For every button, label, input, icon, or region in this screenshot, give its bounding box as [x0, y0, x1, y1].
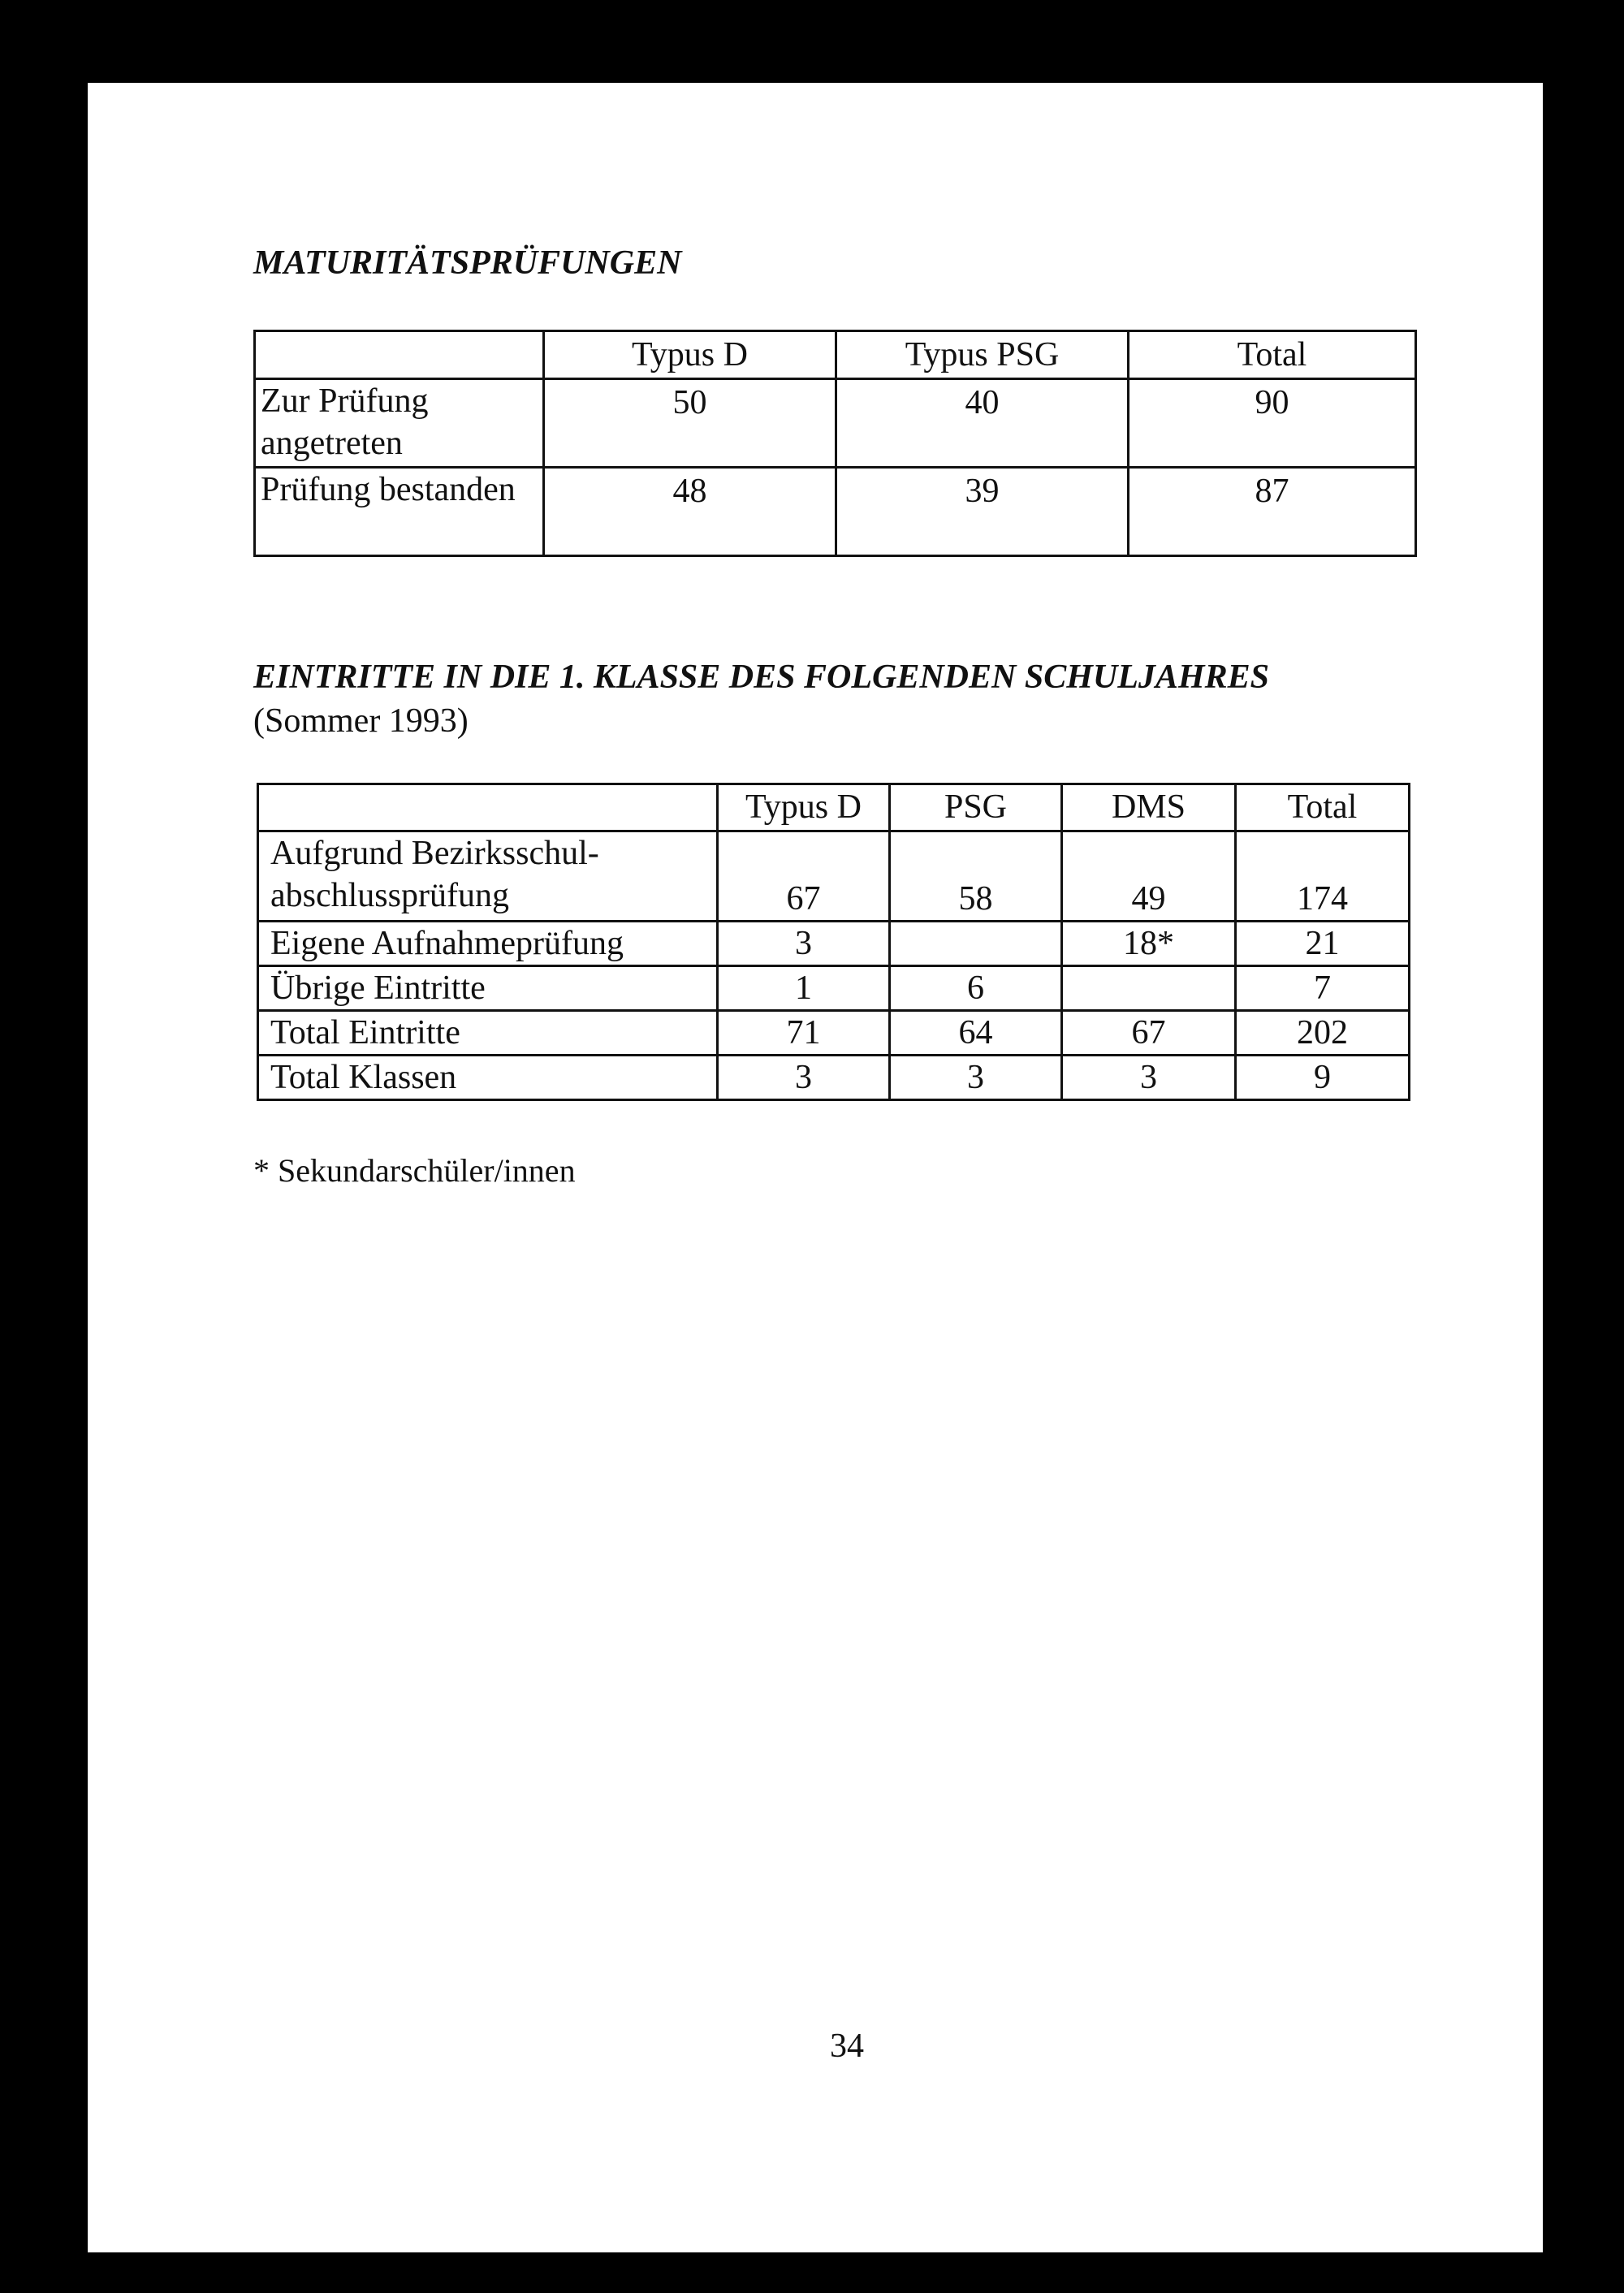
section2-title: EINTRITTE IN DIE 1. KLASSE DES FOLGENDEN SCHULJAHRES — [253, 659, 1269, 696]
maturity-exam-table — [253, 330, 1417, 557]
table-cell: 49 — [1062, 831, 1236, 922]
table-cell: 67 — [1062, 1011, 1236, 1056]
table-cell: 90 — [1129, 379, 1416, 468]
table-cell: 58 — [890, 831, 1062, 922]
table-cell: 9 — [1236, 1056, 1410, 1100]
table-cell: 64 — [890, 1011, 1062, 1056]
table-cell: 50 — [544, 379, 836, 468]
table-row — [255, 468, 1416, 556]
header-cell: Typus D — [718, 784, 890, 831]
footnote: * Sekundarschüler/innen — [253, 1152, 576, 1189]
table-cell: 48 — [544, 468, 836, 556]
header-cell-empty — [258, 784, 718, 831]
section1-title: MATURITÄTSPRÜFUNGEN — [253, 244, 682, 282]
table-row — [258, 1011, 1410, 1056]
table-cell: 202 — [1236, 1011, 1410, 1056]
header-cell-empty — [255, 331, 544, 379]
row-label: Prüfung bestanden — [255, 468, 544, 556]
table-cell — [890, 922, 1062, 966]
header-cell: PSG — [890, 784, 1062, 831]
row-label: Zur Prüfung angetreten — [255, 379, 544, 468]
table-row — [258, 966, 1410, 1011]
row-label: Total Eintritte — [258, 1011, 718, 1056]
table-cell: 18* — [1062, 922, 1236, 966]
table-cell: 3 — [890, 1056, 1062, 1100]
header-cell: Typus D — [544, 331, 836, 379]
table-cell: 71 — [718, 1011, 890, 1056]
table-row — [258, 1056, 1410, 1100]
table-cell: 6 — [890, 966, 1062, 1011]
table-cell: 1 — [718, 966, 890, 1011]
header-cell: Typus PSG — [836, 331, 1129, 379]
header-cell: Total — [1236, 784, 1410, 831]
table-cell: 3 — [1062, 1056, 1236, 1100]
table-cell: 3 — [718, 922, 890, 966]
table-cell: 174 — [1236, 831, 1410, 922]
header-cell: DMS — [1062, 784, 1236, 831]
table-cell: 3 — [718, 1056, 890, 1100]
page-number: 34 — [830, 2027, 864, 2065]
document-page — [88, 83, 1543, 2252]
row-label: Übrige Eintritte — [258, 966, 718, 1011]
table-row — [258, 831, 1410, 922]
table-cell: 39 — [836, 468, 1129, 556]
table-cell: 40 — [836, 379, 1129, 468]
table-cell — [1062, 966, 1236, 1011]
enrollment-table — [257, 783, 1410, 1101]
table-cell: 7 — [1236, 966, 1410, 1011]
table-header-row — [255, 331, 1416, 379]
table-row — [255, 379, 1416, 468]
row-label: Aufgrund Bezirksschul-abschlussprüfung — [258, 831, 718, 922]
header-cell: Total — [1129, 331, 1416, 379]
table-cell: 21 — [1236, 922, 1410, 966]
table-header-row — [258, 784, 1410, 831]
row-label: Eigene Aufnahmeprüfung — [258, 922, 718, 966]
table-row — [258, 922, 1410, 966]
row-label: Total Klassen — [258, 1056, 718, 1100]
section2-subtitle: (Sommer 1993) — [253, 702, 469, 740]
table-cell: 67 — [718, 831, 890, 922]
table-cell: 87 — [1129, 468, 1416, 556]
